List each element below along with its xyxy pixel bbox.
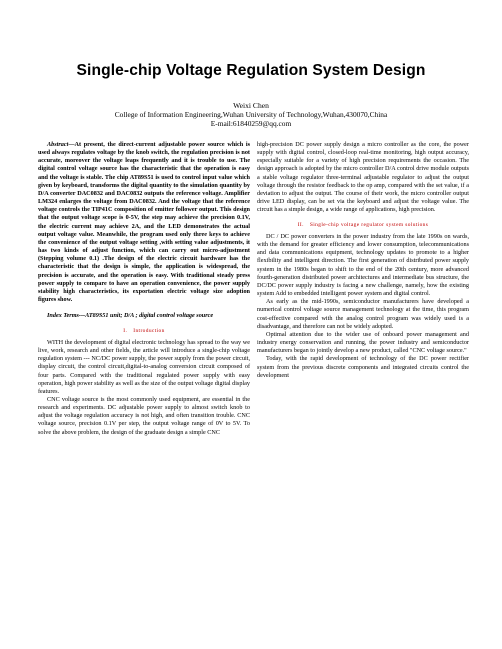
body-paragraph: CNC voltage source is the most commonly used equipment, are essential in the research and experiments. DC adjustable power supply to almost switch knob to adjust the voltage regulation accuracy is not high, and often transition trouble. CNC voltage source, precision 0.1V per step, the output voltage range of 0V to 5V. To solve the above problem, the design of the graduate design a simple CNC [38,395,250,436]
left-column [38,141,250,437]
body-paragraph: Optimal attention due to the wider use of onboard power management and industry energy conservation and running, the power industry and semiconductor manufacturers began to jointly develop a new product, called "CNC voltage source." [257,330,469,355]
body-paragraph: WITH the development of digital electronic technology has spread to the way we live, work, research and other fields, the article will introduce a single-chip voltage regulation system --- NC/DC power supply, the power supply from the power circuit, display circuit, the control circuit,digital-to-analog conversion circuit composed of four parts. Compared with the traditional regulated power supply with easy operation, high power stability as well as the size of the output voltage digital display features. [38,338,250,395]
body-paragraph: As early as the mid-1990s, semiconductor manufacturers have developed a numerical control voltage source management technology at the time, this program cost-effective compared with the analog control program was widely used is a disadvantage, and therefore can not be widely adopted. [257,298,469,330]
abstract-text: —At present, the direct-current adjustable power source which is used always regulates voltage by the knob switch, the regulation precision is not accurate, moreover the voltage leaps frequently and it is trouble to use. The digital control voltage source has the characteristic that the operation is easy and the voltage is stable. The chip AT89S51 is used to control input value which given by keyboard, transforms the digital quantity to the simulation quantity by D/A converter DAC0832 and DAC0832 outputs the reference voltage. Amplifier LM324 enlarges the voltage from DAC0832. And the voltage that the reference voltage controls the TIP41C composition of emitter follower output. This design that the output voltage scope is 0-5V, the step may achieve the precision 0.1V, the electric current may achieve 2A, and the LED demonstrates the actual output voltage value. Meanwhile, the program used only three keys to achieve the convenience of the output voltage setting ,with setting value adjustments, it has two kinds of adjust function, which can carry out micro-adjustment (Stepping volume 0.1) .The design of the electric circuit hardware has the characteristic that the design is simple, the application is widespread, the precision is accurate, and the operation is easy. With traditional steady press power supply to compare to have an operation convenience, the power supply stability high characteristics, its exportation electric voltage size adoption figures show. [38,141,250,303]
section-title: Introduction [133,328,165,335]
section-number: I. [123,328,128,335]
right-column [257,141,469,380]
author-name: Weixi Chen [233,101,269,110]
section-number: II. [297,222,304,229]
body-paragraph: Today, with the rapid development of technology of the DC power rectifier system from the previous discrete components and integrated circuits control the development [257,355,469,379]
index-terms: Index Terms---AT89S51 unit; D/A ; digital control voltage source [47,312,214,320]
author-affiliation: College of Information Engineering,Wuhan University of Technology,Wuhan,430070,China [114,110,388,119]
body-paragraph: DC / DC power converters in the power industry from the late 1990s on wards, with the demand for greater efficiency and lower consumption, telecommunications and data communications equipment, technology updates to promote to a higher flexibility and intelligent direction. The first generation of distributed power supply system in the 1980s began to shift to the end of the 20th century, more advanced fourth-generation distributed power architectures and intermediate bus structure, the DC/DC power supply industry is facing a new challenge, namely, how the existing system Add to embedded intelligent power system and digital control. [257,233,469,298]
section-title: Single-chip voltage regulator system solutions [309,222,429,229]
section-heading-solutions [257,222,469,230]
abstract [38,141,250,304]
abstract-label: Abstract [47,141,69,148]
body-paragraph-continued: high-precision DC power supply design a micro controller as the core, the power supply with digital control, closed-loop real-time monitoring, high output accuracy, especially suitable for a variety of high precision requirements the occasion. The design approach is adopted by the micro controller D/A control drive module outputs a stable voltage regulator three-terminal adjustable regulator to adjust the output voltage through the resistor feedback to the op amp, compared with the set value, if a deviation to adjust the output. The course of their work, the micro controller output drive LED display, can be set via the keyboard and adjust the voltage value. The circuit has a simple design, a wide range of applications, high precision. [257,141,469,214]
paper-title: Single-chip Voltage Regulation System Design [76,62,426,79]
author-email: E-mail:61840259@qq.com [210,119,292,128]
section-heading-introduction [38,328,250,336]
